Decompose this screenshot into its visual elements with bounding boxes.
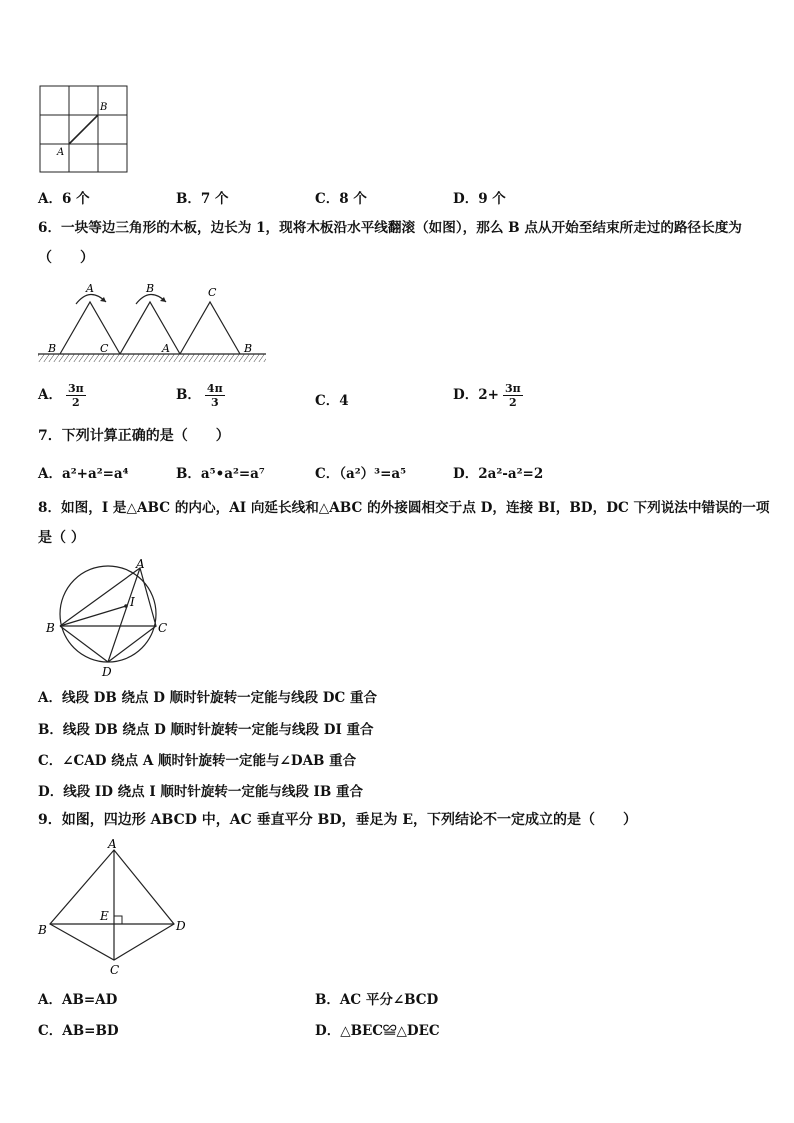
option-letter: A． <box>38 466 62 482</box>
option-letter: D． <box>453 387 479 403</box>
q8-option-c[interactable]: C．∠CAD 绕点 A 顺时针旋转一定能与∠DAB 重合 <box>38 753 357 769</box>
q8-circumcircle-figure <box>40 556 180 680</box>
option-letter: A． <box>38 387 62 403</box>
fig9-label-a: A <box>108 837 117 851</box>
q9-option-d[interactable]: D．△BEC≌△DEC <box>315 1023 440 1039</box>
fraction-denominator: 3 <box>210 396 219 409</box>
option-letter: D． <box>453 191 479 207</box>
fig6-label-a-top: A <box>86 282 94 295</box>
option-text: 6 个 <box>61 191 90 207</box>
q6-option-b[interactable] <box>176 382 225 409</box>
grid-label-a: A <box>57 147 65 158</box>
fig6-label-c-top: C <box>208 286 217 299</box>
option-text: 4 <box>339 393 349 409</box>
q9-option-c[interactable]: C．AB=BD <box>38 1023 119 1039</box>
fig8-label-a: A <box>136 557 145 571</box>
fraction <box>66 382 86 409</box>
fraction-numerator: 4π <box>206 382 223 395</box>
option-text: 2+ <box>478 387 499 403</box>
q5-option-d[interactable] <box>453 187 506 207</box>
q7-option-d[interactable] <box>453 462 543 482</box>
fig8-label-c: C <box>158 621 168 635</box>
option-letter: B． <box>176 191 201 207</box>
fig9-label-b: B <box>38 923 47 937</box>
option-letter: B． <box>176 466 201 482</box>
q8-option-d[interactable]: D．线段 ID 绕点 I 顺时针旋转一定能与线段 IB 重合 <box>38 784 363 800</box>
option-text: 9 个 <box>478 191 506 207</box>
q7-stem: 7．下列计算正确的是（ ） <box>38 428 230 444</box>
option-letter: D． <box>453 466 479 482</box>
q6-stem-line2: （ ） <box>38 250 94 266</box>
q7-option-a[interactable] <box>38 462 129 482</box>
q8-option-a[interactable]: A．线段 DB 绕点 D 顺时针旋转一定能与线段 DC 重合 <box>38 690 377 706</box>
option-text: a⁵•a²=a⁷ <box>200 466 265 482</box>
option-text: 2a²-a²=2 <box>478 466 544 482</box>
fig6-label-b1: B <box>48 342 57 355</box>
q9-option-a[interactable]: A．AB=AD <box>38 992 118 1008</box>
fig6-label-b-top: B <box>146 282 155 295</box>
q9-option-b[interactable]: B．AC 平分∠BCD <box>315 992 439 1008</box>
q5-option-b[interactable] <box>176 187 229 207</box>
fraction-numerator: 3π <box>504 382 521 395</box>
q5-option-a[interactable] <box>38 187 90 207</box>
fraction-numerator: 3π <box>67 382 84 395</box>
fraction-denominator: 2 <box>508 396 517 409</box>
q8-stem-line2: 是（ ） <box>38 530 85 546</box>
q6-rolling-triangle-figure <box>36 280 268 370</box>
fig8-label-b: B <box>46 621 55 635</box>
option-letter: C． <box>315 191 340 207</box>
q7-option-b[interactable] <box>176 462 265 482</box>
grid-label-b: B <box>100 102 108 113</box>
option-letter: B． <box>176 387 201 403</box>
fig8-label-d: D <box>102 665 112 679</box>
option-text: 7 个 <box>200 191 229 207</box>
option-letter: C． <box>315 393 340 409</box>
q5-option-c[interactable] <box>315 187 367 207</box>
q8-option-b[interactable]: B．线段 DB 绕点 D 顺时针旋转一定能与线段 DI 重合 <box>38 722 374 738</box>
fig8-label-i: I <box>130 595 135 609</box>
q6-option-c[interactable] <box>315 389 349 409</box>
option-text: （a²）³=a⁵ <box>339 466 407 482</box>
q6-option-d[interactable] <box>453 382 523 409</box>
option-letter: C． <box>315 466 340 482</box>
fraction <box>205 382 225 409</box>
fraction <box>503 382 523 409</box>
fig6-label-a-bottom: A <box>162 342 170 355</box>
q9-quadrilateral-figure <box>34 836 194 978</box>
q7-option-c[interactable] <box>315 462 406 482</box>
q9-stem: 9．如图，四边形 ABCD 中，AC 垂直平分 BD，垂足为 E，下列结论不一定成立的是（ ） <box>38 812 637 828</box>
option-letter: A． <box>38 191 62 207</box>
q8-stem-line1: 8．如图，I 是△ABC 的内心，AI 向延长线和△ABC 的外接圆相交于点 D，连接 BI，BD，DC 下列说法中错误的一项 <box>38 500 770 516</box>
option-text: 8 个 <box>339 191 367 207</box>
q5-grid-figure <box>36 82 132 174</box>
fig9-label-d: D <box>176 919 186 933</box>
q6-option-a[interactable] <box>38 382 86 409</box>
fig6-label-c1: C <box>100 342 109 355</box>
fig6-label-b2: B <box>244 342 253 355</box>
fig9-label-e: E <box>100 909 109 923</box>
option-text: a²+a²=a⁴ <box>61 466 129 482</box>
fig9-label-c: C <box>110 963 120 977</box>
q6-stem-line1: 6．一块等边三角形的木板，边长为 1，现将木板沿水平线翻滚（如图），那么 B 点从开始至结束所走过的路径长度为 <box>38 220 742 236</box>
fraction-denominator: 2 <box>72 396 80 409</box>
